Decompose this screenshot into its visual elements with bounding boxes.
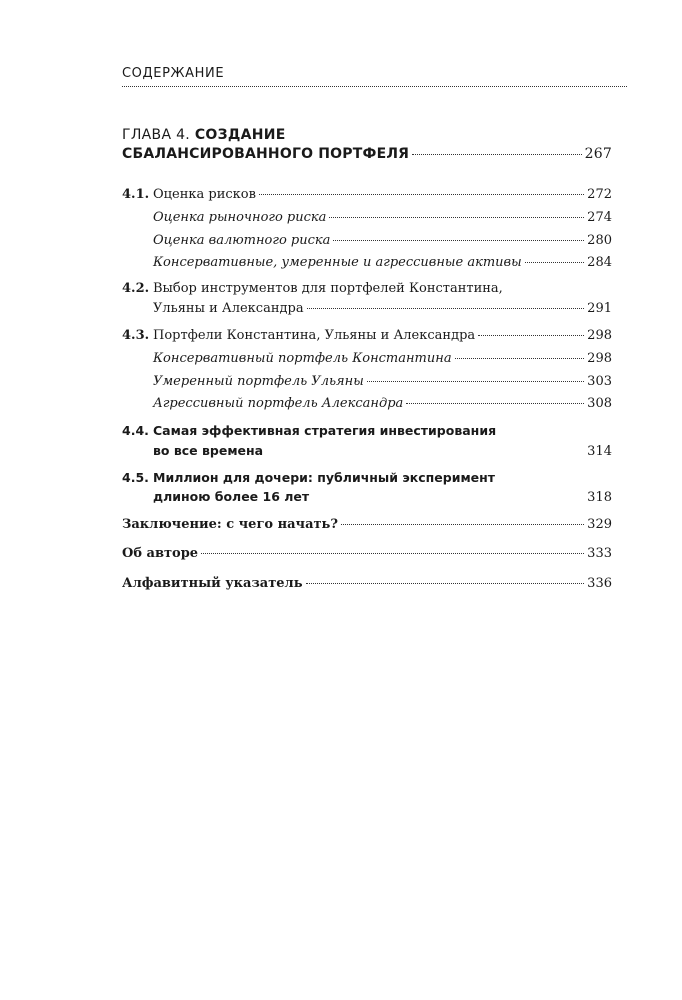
toc-subentry[interactable]	[153, 209, 612, 227]
chapter-label: ГЛАВА 4.	[122, 127, 191, 143]
chapter-entry[interactable]	[122, 145, 612, 163]
section-title-line1: Самая эффективная стратегия инвестирования	[153, 423, 497, 438]
toc-entry-4-5[interactable]	[122, 469, 612, 487]
chapter-title-line2: СБАЛАНСИРОВАННОГО ПОРТФЕЛЯ	[122, 146, 410, 162]
section-page: 272	[587, 187, 612, 202]
chapter-heading-line1	[122, 126, 286, 144]
toc-entry-about-author[interactable]	[122, 545, 612, 563]
section-number: 4.2.	[122, 281, 150, 296]
dot-leader	[455, 358, 585, 359]
section-number: 4.3.	[122, 328, 150, 343]
running-head: СОДЕРЖАНИЕ	[122, 66, 225, 81]
section-title: Портфели Константина, Ульяны и Александра	[153, 328, 476, 343]
subsection-title: Оценка валютного риска	[153, 233, 331, 248]
chapter-page: 267	[584, 146, 612, 162]
section-title-line2: во все времена	[153, 443, 264, 458]
section-title-line2: длиною более 16 лет	[153, 489, 310, 504]
subsection-page: 284	[587, 255, 612, 270]
section-title-line1: Выбор инструментов для портфелей Константина,	[153, 281, 503, 296]
subsection-title: Консервативный портфель Константина	[153, 351, 452, 366]
entry-page: 329	[587, 517, 612, 532]
dot-leader	[201, 553, 584, 554]
section-page: 298	[587, 328, 612, 343]
section-title: Оценка рисков	[153, 187, 256, 202]
dot-leader	[406, 403, 584, 404]
section-title-line1: Миллион для дочери: публичный эксперимент	[153, 470, 496, 485]
section-page: 314	[587, 444, 612, 459]
section-number: 4.1.	[122, 187, 150, 202]
toc-entry-4-4-continued[interactable]	[153, 442, 612, 461]
toc-entry-index[interactable]	[122, 575, 612, 593]
toc-subentry[interactable]	[153, 232, 612, 250]
toc-entry-4-2[interactable]	[122, 280, 612, 298]
toc-subentry[interactable]	[153, 373, 612, 391]
toc-entry-conclusion[interactable]	[122, 516, 612, 534]
entry-title: Об авторе	[122, 546, 199, 561]
dot-leader	[412, 154, 582, 155]
subsection-title: Консервативные, умеренные и агрессивные активы	[153, 255, 522, 270]
chapter-title-line1: СОЗДАНИЕ	[194, 127, 286, 143]
subsection-page: 274	[587, 210, 612, 225]
toc-entry-4-2-continued[interactable]	[153, 300, 612, 318]
subsection-title: Агрессивный портфель Александра	[153, 396, 404, 411]
toc-subentry[interactable]	[153, 395, 612, 413]
dot-leader	[478, 335, 584, 336]
subsection-page: 280	[587, 233, 612, 248]
subsection-title: Оценка рыночного риска	[153, 210, 327, 225]
running-head-rule	[122, 86, 627, 87]
dot-leader	[307, 308, 585, 309]
dot-leader	[525, 262, 584, 263]
section-page: 291	[587, 301, 612, 316]
subsection-title: Умеренный портфель Ульяны	[153, 374, 364, 389]
dot-leader	[329, 217, 584, 218]
section-number: 4.4.	[122, 423, 149, 438]
toc-subentry[interactable]	[153, 254, 612, 272]
entry-title: Алфавитный указатель	[122, 576, 303, 591]
toc-subentry[interactable]	[153, 350, 612, 368]
toc-entry-4-4[interactable]	[122, 422, 612, 440]
entry-title: Заключение: с чего начать?	[122, 517, 338, 532]
entry-page: 336	[587, 576, 612, 591]
dot-leader	[333, 240, 584, 241]
dot-leader	[259, 194, 584, 195]
dot-leader	[341, 524, 584, 525]
subsection-page: 298	[587, 351, 612, 366]
section-title-line2: Ульяны и Александра	[153, 301, 304, 316]
toc-entry-4-5-continued[interactable]	[153, 488, 612, 507]
toc-entry-4-3[interactable]	[122, 327, 612, 345]
section-page: 318	[587, 490, 612, 505]
entry-page: 333	[587, 546, 612, 561]
subsection-page: 303	[587, 374, 612, 389]
section-number: 4.5.	[122, 470, 149, 485]
dot-leader	[306, 583, 585, 584]
toc-entry-4-1[interactable]	[122, 186, 612, 204]
subsection-page: 308	[587, 396, 612, 411]
dot-leader	[367, 381, 584, 382]
